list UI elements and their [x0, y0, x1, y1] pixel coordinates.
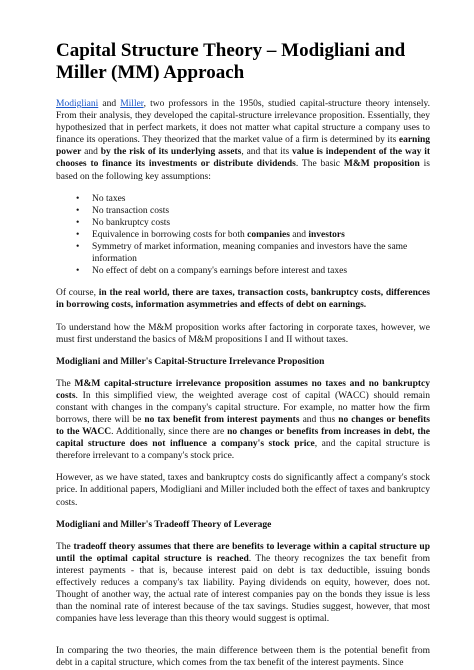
- assumptions-list: [56, 193, 430, 278]
- bullet-icon: •: [76, 242, 80, 253]
- list-item: • No taxes: [76, 193, 126, 204]
- list-item: • No bankruptcy costs: [76, 217, 171, 228]
- bullet-icon: •: [76, 205, 80, 216]
- document-title: Capital Structure Theory – Modigliani and Miller (MM) Approach: [56, 40, 406, 83]
- bullet-icon: •: [76, 193, 80, 204]
- link-modigliani[interactable]: Modigliani: [56, 99, 99, 109]
- understand-paragraph: To understand how the M&M proposition works after factoring in corporate taxes, however, we must first understand the basics of M&M propositions I and II without taxes.: [56, 322, 430, 345]
- however-paragraph: However, as we have stated, taxes and bankruptcy costs do significantly affect a company's stock price. In additional papers, Modigliani and Miller included both the effect of taxes and bankruptcy costs.: [56, 473, 430, 508]
- bullet-icon: •: [76, 229, 80, 240]
- list-item: • No effect of debt on a company's earnings before interest and taxes: [76, 266, 348, 277]
- list-item: • Equivalence in borrowing costs for both companies and investors: [76, 229, 345, 240]
- comparing-paragraph: In comparing the two theories, the main difference between them is the potential benefit from debt in a capital structure, which comes from the tax benefit of the interest payments. Since: [56, 646, 430, 669]
- list-item: • Symmetry of market information, meaning companies and investors have the same information: [76, 242, 408, 265]
- intro-paragraph: Modigliani and Miller, two professors in the 1950s, studied capital-structure theory intensely. From their analysis, they developed the capital-structure irrelevance proposition. Essentially, they hypothesized that in perfect markets, it does not matter what capital structure a company uses to finance its operations. They theorized that the market value of a firm is determined by its earning power and by the risk of its underlying assets, and that its value is independent of the way it chooses to finance its investments or distribute dividends. The basic M&M proposition is based on the following key assumptions:: [56, 99, 430, 182]
- tradeoff-paragraph: The tradeoff theory assumes that there are benefits to leverage within a capital structure up until the optimal capital structure is reached. The theory recognizes the tax benefit from interest payments - that is, because interest paid on debt is tax deductible, issuing bonds effectively reduces a company's tax liability. Paying dividends on equity, however, does not. Thought of another way, the actual rate of interest companies pay on the bonds they issue is less than the nominal rate of interest because of the tax savings. Studies suggest, however, that most companies have less leverage than this theory would suggest is optimal.: [56, 541, 430, 625]
- irrelevance-paragraph: The M&M capital-structure irrelevance proposition assumes no taxes and no bankruptcy costs. In this simplified view, the weighted average cost of capital (WACC) should remain constant with changes in the company's capital structure. For example, no matter how the firm borrows, there will be no tax benefit from interest payments and thus no changes or benefits to the WACC. Additionally, since there are no changes or benefits from increases in debt, the capital structure does not influence a company's stock price, and the capital structure is therefore irrelevant to a company's stock price.: [56, 378, 431, 462]
- tradeoff-heading: Modigliani and Miller's Tradeoff Theory of Leverage: [56, 519, 272, 530]
- bullet-icon: •: [76, 217, 80, 228]
- irrelevance-heading: Modigliani and Miller's Capital-Structure Irrelevance Proposition: [56, 356, 325, 367]
- link-miller[interactable]: Miller: [120, 99, 144, 109]
- spacer: [56, 635, 430, 645]
- bullet-icon: •: [76, 266, 80, 277]
- list-item: • No transaction costs: [76, 205, 170, 216]
- real-world-paragraph: Of course, in the real world, there are taxes, transaction costs, bankruptcy costs, differences in borrowing costs, information asymmetries and effects of debt on earnings.: [56, 288, 430, 311]
